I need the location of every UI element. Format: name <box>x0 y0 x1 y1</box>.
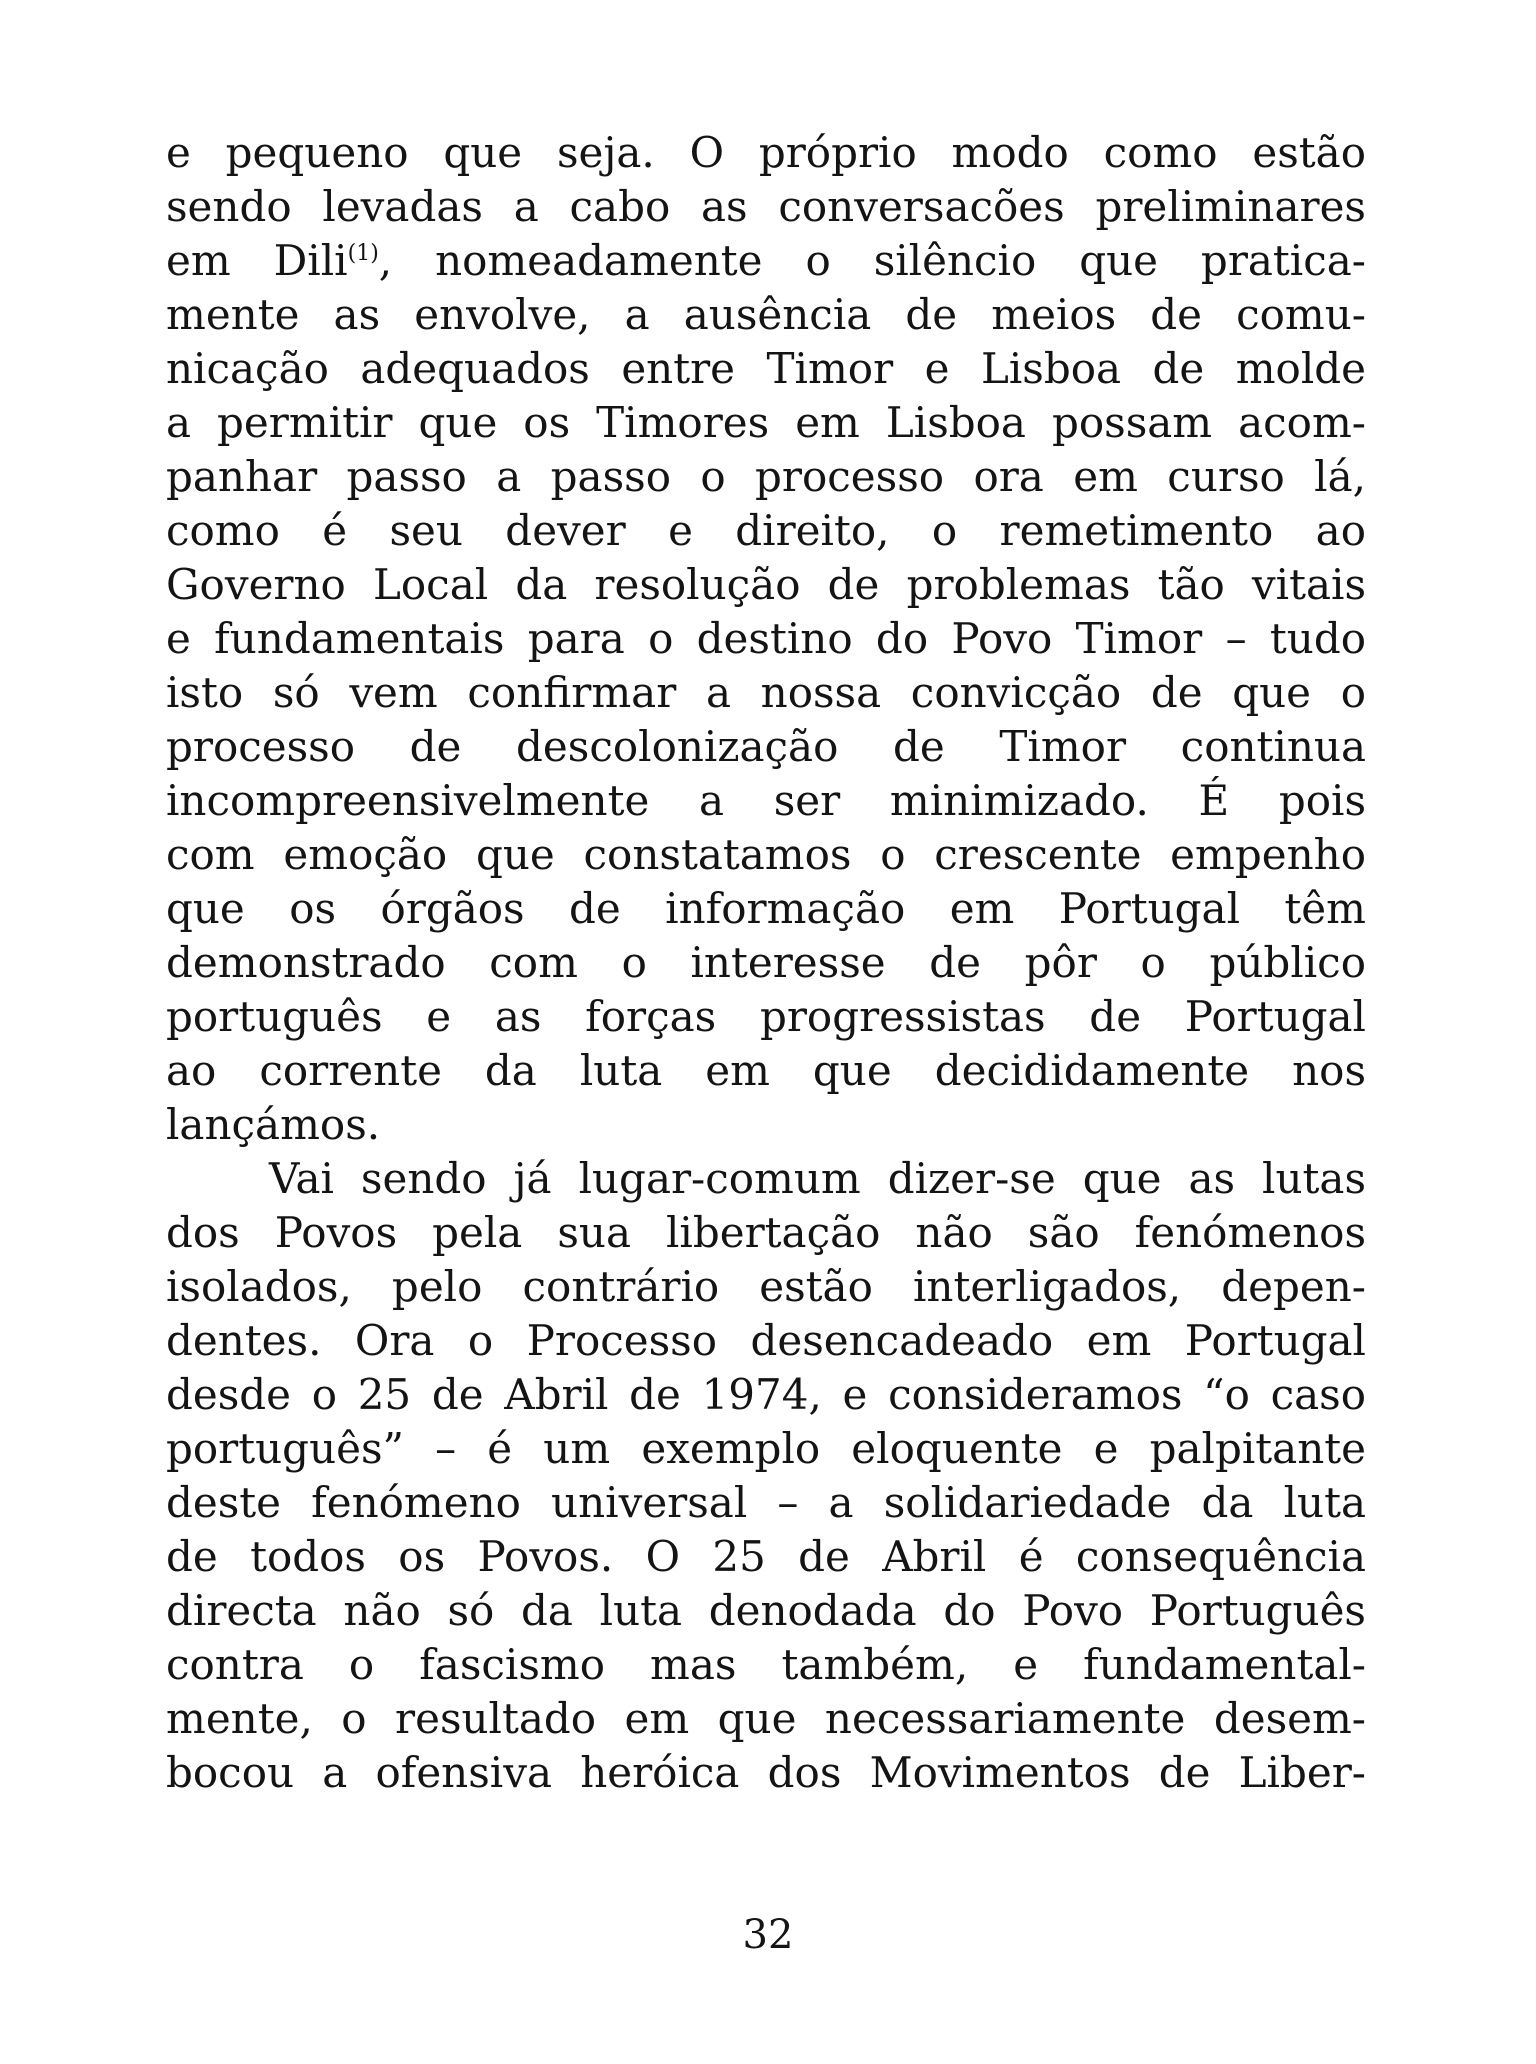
text-line: a permitir que os Timores em Lisboa possam acom- <box>166 398 1366 447</box>
text-line: Vai sendo já lugar-comum dizer-se que as lutas <box>269 1154 1366 1203</box>
text-line: desde o 25 de Abril de 1974, e consideramos “o caso <box>166 1370 1366 1419</box>
text-line: contra o fascismo mas também, e fundamental- <box>166 1640 1366 1689</box>
text-line: com emoção que constatamos o crescente empenho <box>166 830 1366 879</box>
text-line: nicação adequados entre Timor e Lisboa de molde <box>166 344 1366 393</box>
text-line: lançámos. <box>166 1100 381 1149</box>
text-line: isolados, pelo contrário estão interligados, depen- <box>166 1262 1366 1311</box>
text-line: demonstrado com o interesse de pôr o público <box>166 938 1366 987</box>
text-line: sendo levadas a cabo as conversacões preliminares <box>166 182 1366 231</box>
text-line: bocou a ofensiva heróica dos Movimentos de Liber- <box>166 1748 1366 1797</box>
text-line: mente, o resultado em que necessariamente desem- <box>166 1694 1366 1743</box>
body-text <box>166 126 1366 1800</box>
text-line: dentes. Ora o Processo desencadeado em Portugal <box>166 1316 1366 1365</box>
text-line: Governo Local da resolução de problemas tão vitais <box>166 560 1366 609</box>
page-number: 32 <box>742 1912 794 1958</box>
footnote-marker[interactable]: (1) <box>347 241 379 266</box>
text-line: processo de descolonização de Timor continua <box>166 722 1366 771</box>
text-fragment: , nomeadamente o silêncio que pratica- <box>378 236 1366 285</box>
text-line: e pequeno que seja. O próprio modo como estão <box>166 128 1366 177</box>
text-line: de todos os Povos. O 25 de Abril é consequência <box>166 1532 1366 1581</box>
text-line: que os órgãos de informação em Portugal têm <box>166 884 1366 933</box>
text-line: português” – é um exemplo eloquente e palpitante <box>166 1424 1366 1473</box>
text-line: panhar passo a passo o processo ora em curso lá, <box>166 452 1366 501</box>
text-line: mente as envolve, a ausência de meios de comu- <box>166 290 1366 339</box>
text-fragment: em Dili <box>166 236 348 285</box>
text-line: português e as forças progressistas de Portugal <box>166 992 1366 1041</box>
text-line-with-footnote <box>166 234 1366 288</box>
text-line: ao corrente da luta em que decididamente nos <box>166 1046 1366 1095</box>
text-line: e fundamentais para o destino do Povo Timor – tudo <box>166 614 1366 663</box>
text-line: isto só vem confirmar a nossa convicção de que o <box>166 668 1366 717</box>
text-line: deste fenómeno universal – a solidariedade da luta <box>166 1478 1366 1527</box>
text-line: directa não só da luta denodada do Povo Português <box>166 1586 1366 1635</box>
text-line: como é seu dever e direito, o remetimento ao <box>166 506 1366 555</box>
text-line: dos Povos pela sua libertação não são fenómenos <box>166 1208 1366 1257</box>
text-line: incompreensivelmente a ser minimizado. É pois <box>166 776 1366 825</box>
